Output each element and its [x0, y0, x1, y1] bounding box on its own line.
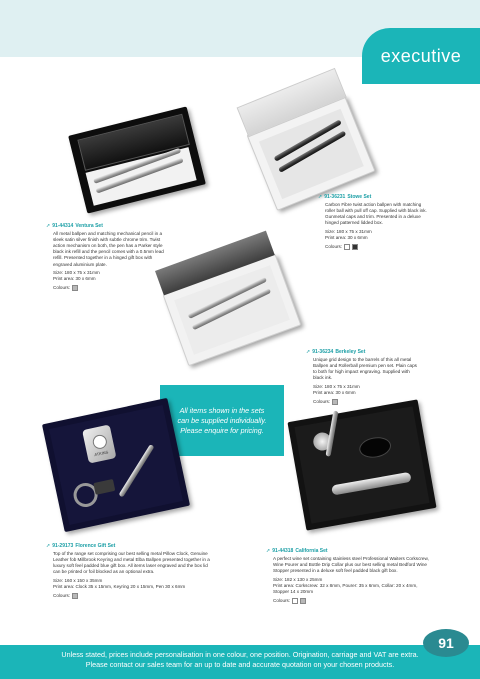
colour-swatch-silver	[72, 285, 78, 291]
footer-text	[0, 650, 480, 670]
product-print-area: Print area: 30 x 6mm	[313, 390, 356, 396]
product-description: All metal ballpen and matching mechanical pencil in a sleek satin silver finish with subtle chrome trim. Twist action mechanism on both, the pen has a Parker style black ink refill and the pencil comes with a 0.5mm lead refill. Presented together in a hinged gift box with engraved aluminium plate.	[53, 231, 164, 267]
product-description: Top of the range set comprising our best selling metal Pillow Clock, Genuine Leather fob Millbrook Keyring and metal Elba Ballpen presented together in a luxury soft feel padded blue gift box. All items laser engraved and the box lid can be printed or foil blocked as an optional extra.	[53, 551, 210, 575]
colour-swatch-silver	[72, 593, 78, 599]
product-code: 91-44318	[272, 548, 294, 554]
product-print-area: Print area: Clock 35 x 15mm, Keyring 20 x 15mm, Pen 30 x 6mm	[53, 584, 186, 590]
product-ventura	[46, 223, 164, 291]
berkeley-box	[163, 254, 302, 366]
colour-swatch-silver	[300, 598, 306, 604]
colours-label: Colours:	[53, 592, 71, 598]
ventura-box	[68, 106, 206, 213]
product-name: California Set	[295, 548, 328, 554]
colours-label: Colours:	[313, 398, 331, 404]
colour-swatch-white	[344, 244, 350, 250]
notice-line: All items shown in the sets	[179, 405, 265, 415]
product-print-area: Print area: Corkscrew: 32 x 8mm, Pourer: 35 x 6mm, Collar: 20 x 4mm, Stopper 14 x 20mm	[273, 582, 418, 595]
colour-swatch-white	[292, 598, 298, 604]
product-description: A perfect wine set containing stainless steel Professional Waiters Corkscrew, Wine Pourer and Bottle Drip Collar plus our best selling metal Bedford Wine Stopper presented in a deluxe soft feel padded black gift box.	[273, 556, 429, 574]
notice-panel	[160, 385, 284, 456]
product-code: 91-44314	[52, 223, 74, 229]
colours-label: Colours:	[53, 284, 71, 290]
product-name: Stowe Set	[347, 194, 372, 200]
section-tab	[362, 28, 480, 84]
colour-swatch-black	[352, 244, 358, 250]
product-california	[266, 548, 432, 604]
product-size: Size: 182 x 130 x 25mm	[273, 576, 323, 582]
product-code: 91-29173	[52, 543, 74, 549]
colours-label: Colours:	[325, 243, 343, 249]
arrow-icon: ➚	[46, 223, 51, 229]
florence-box-insert	[49, 405, 183, 525]
notice-line: Please enquire for pricing.	[180, 425, 264, 435]
product-code: 91-36231	[324, 194, 346, 200]
product-size: Size: 180 x 75 x 31mm	[325, 228, 372, 234]
footer-line: Please contact our sales team for an up to date and accurate quotation on your chosen products.	[85, 660, 395, 669]
product-size: Size: 180 x 75 x 31mm	[53, 270, 100, 276]
section-title: executive	[380, 45, 462, 66]
colours-label: Colours:	[273, 597, 291, 603]
california-box-insert	[294, 406, 429, 523]
product-florence	[46, 543, 216, 599]
product-berkeley	[306, 349, 420, 405]
product-size: Size: 180 x 75 x 31mm	[313, 383, 360, 389]
florence-box	[42, 398, 190, 532]
product-stowe	[318, 194, 428, 250]
clock-face	[92, 434, 109, 451]
product-size: Size: 160 x 150 x 35mm	[53, 577, 103, 583]
product-print-area: Print area: 30 x 6mm	[53, 276, 96, 282]
footer-line: Unless stated, prices include personalisation in one colour, one position. Origination, carriage and VAT are extra.	[61, 650, 419, 659]
arrow-icon: ➚	[46, 543, 51, 549]
product-print-area: Print area: 30 x 6mm	[325, 235, 368, 241]
california-box	[287, 399, 436, 530]
product-description: Carbon Fibre twist action ballpen with matching roller ball with pull off cap. Supplied with black ink. Gunmetal caps and trim. Presented in a deluxe hinged patterned lidded box.	[325, 202, 427, 226]
product-name: Ventura Set	[75, 223, 103, 229]
arrow-icon: ➚	[266, 548, 271, 554]
arrow-icon: ➚	[306, 349, 311, 355]
arrow-icon: ➚	[318, 194, 323, 200]
notice-line: can be supplied individually.	[177, 415, 267, 425]
page-number	[423, 629, 469, 657]
product-description: Unique grid design to the barrels of this all metal Ballpen and Rollerball premium pen set. Plain caps to both for high impact engraving. Supplied with black ink.	[313, 357, 417, 381]
product-name: Berkeley Set	[335, 349, 366, 355]
product-code: 91-36234	[312, 349, 334, 355]
product-name: Florence Gift Set	[75, 543, 116, 549]
colour-swatch-silver	[332, 399, 338, 405]
page-number-text: 91	[438, 635, 454, 651]
clock-engraving: ATKINS	[93, 449, 109, 458]
